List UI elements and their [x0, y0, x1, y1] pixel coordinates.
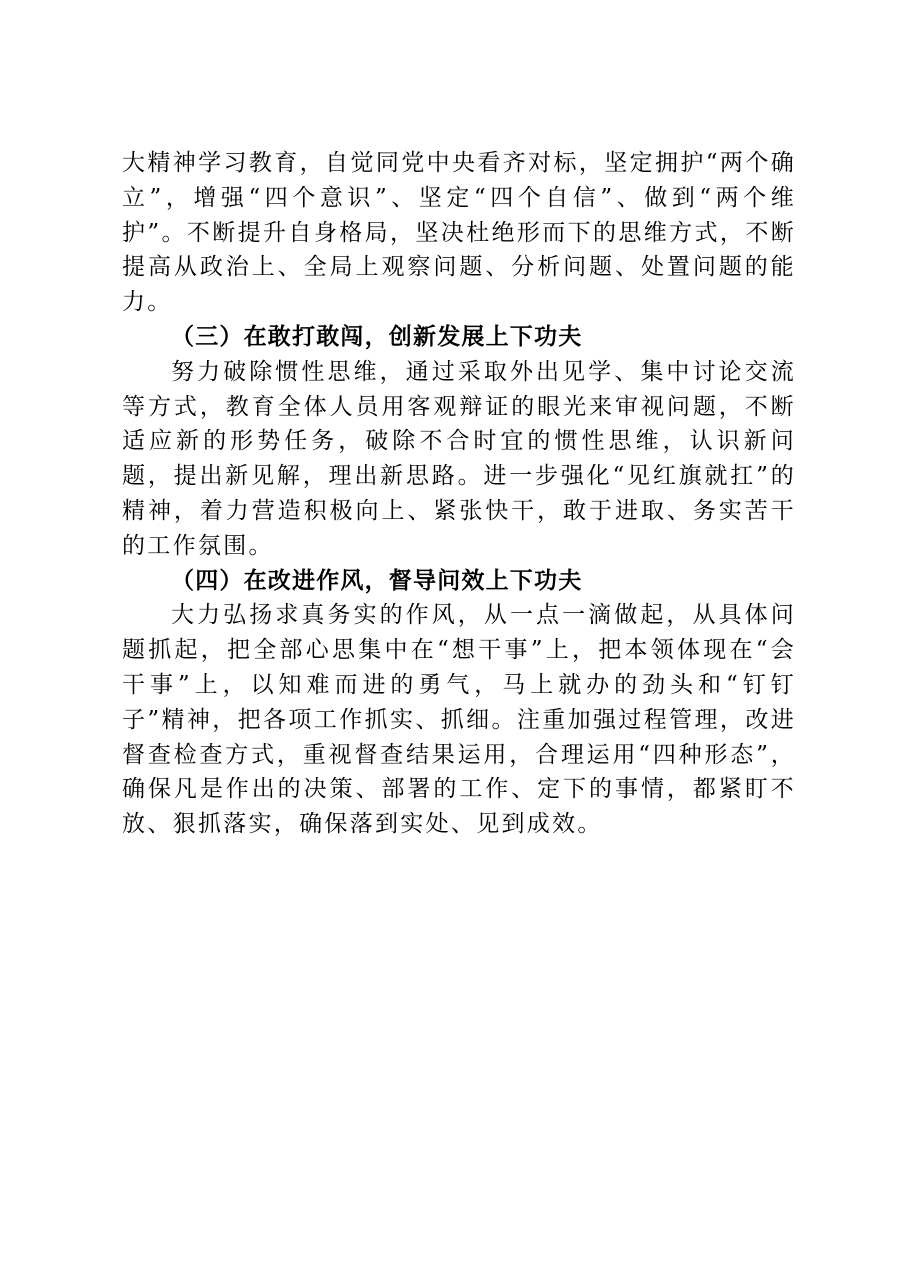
paragraph-improve-style: 大力弘扬求真务实的作风，从一点一滴做起，从具体问题抓起，把全部心思集中在“想干事”上，把本领体现在“会干事”上，以知难而进的勇气，马上就办的劲头和“钉钉子”精神，把各项工作抓实、抓细。注重加强过程管理，改进督查检查方式，重视督查结果运用，合理运用“四种形态”，确保凡是作出的决策、部署的工作、定下的事情，都紧盯不放、狠抓落实，确保落到实处、见到成效。	[122, 602, 796, 838]
section-heading-four: （四）在改进作风，督导问效上下功夫	[171, 566, 583, 594]
section-heading-three: （三）在敢打敢闯，创新发展上下功夫	[171, 322, 583, 350]
paragraph-continued-study: 大精神学习教育，自觉同党中央看齐对标，坚定拥护“两个确立”，增强“四个意识”、坚定“四个自信”、做到“两个维护”。不断提升自身格局，坚决杜绝形而下的思维方式，不断提高从政治上、全局上观察问题、分析问题、处置问题的能力。	[122, 150, 796, 316]
document-body	[122, 146, 796, 842]
paragraph-break-inertia: 努力破除惯性思维，通过采取外出见学、集中讨论交流等方式，教育全体人员用客观辩证的眼光来审视问题，不断适应新的形势任务，破除不合时宜的惯性思维，认识新问题，提出新见解，理出新思路。进一步强化“见红旗就扛”的精神，着力营造积极向上、紧张快干，敢于进取、务实苦干的工作氛围。	[122, 358, 796, 559]
